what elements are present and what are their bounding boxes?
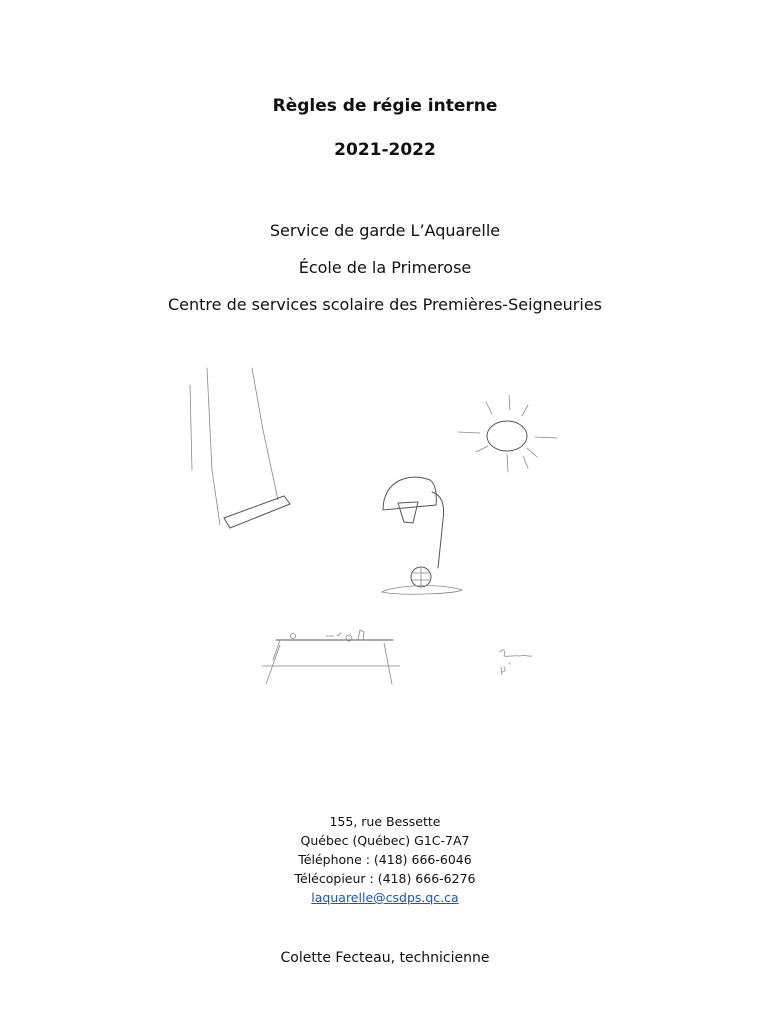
document-title: Règles de régie interne — [272, 96, 498, 116]
bench-drawing — [262, 630, 400, 684]
email-line — [0, 890, 770, 905]
artist-signature-drawing — [500, 650, 532, 675]
fax-number: Télécopieur : (418) 666-6276 — [294, 871, 476, 886]
document-year: 2021-2022 — [334, 140, 436, 160]
school-name: École de la Primerose — [298, 258, 472, 277]
sun-drawing — [458, 395, 557, 472]
address-street: 155, rue Bessette — [329, 814, 441, 829]
signature-name: Colette Fecteau, technicienne — [280, 950, 490, 966]
ball-drawing — [382, 567, 462, 594]
address-city: Québec (Québec) G1C-7A7 — [300, 833, 470, 848]
school-board-name: Centre de services scolaire des Premières-Seigneuries — [167, 295, 603, 314]
swing-drawing — [190, 368, 290, 528]
service-name: Service de garde L’Aquarelle — [269, 221, 501, 240]
basketball-hoop-drawing — [383, 477, 444, 568]
phone-number: Téléphone : (418) 666-6046 — [298, 852, 472, 867]
email-link[interactable]: laquarelle@csdps.qc.ca — [311, 890, 459, 905]
